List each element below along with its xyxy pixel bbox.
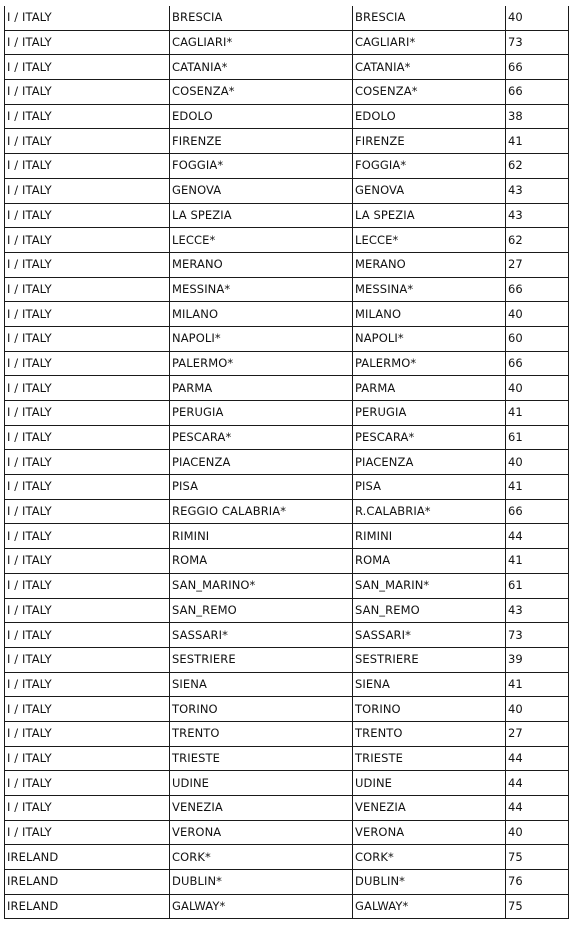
table-row (5, 697, 569, 722)
table-row (5, 401, 569, 426)
city-name-cell: SAN_REMO (170, 598, 353, 623)
city-code-cell: PISA (353, 475, 506, 500)
city-name-cell: LECCE* (170, 228, 353, 253)
city-name-cell: VERONA (170, 820, 353, 845)
table-row (5, 598, 569, 623)
country-cell: IRELAND (5, 870, 170, 895)
city-code-cell: SASSARI* (353, 623, 506, 648)
value-cell: 43 (506, 598, 569, 623)
country-cell: IRELAND (5, 894, 170, 919)
city-code-cell: PERUGIA (353, 401, 506, 426)
value-cell: 38 (506, 104, 569, 129)
city-name-cell: TRIESTE (170, 746, 353, 771)
city-name-cell: NAPOLI* (170, 326, 353, 351)
table-row (5, 203, 569, 228)
city-code-cell: GALWAY* (353, 894, 506, 919)
table-row (5, 425, 569, 450)
city-code-cell: SAN_MARIN* (353, 573, 506, 598)
city-code-cell: CORK* (353, 845, 506, 870)
table-row (5, 277, 569, 302)
city-name-cell: MERANO (170, 252, 353, 277)
value-cell: 39 (506, 647, 569, 672)
country-cell: I / ITALY (5, 376, 170, 401)
value-cell: 40 (506, 450, 569, 475)
city-code-cell: NAPOLI* (353, 326, 506, 351)
value-cell: 44 (506, 796, 569, 821)
value-cell: 27 (506, 252, 569, 277)
table-row (5, 870, 569, 895)
country-cell: I / ITALY (5, 178, 170, 203)
value-cell: 41 (506, 672, 569, 697)
country-cell: I / ITALY (5, 697, 170, 722)
country-cell: I / ITALY (5, 647, 170, 672)
city-code-cell: BRESCIA (353, 6, 506, 30)
table-row (5, 647, 569, 672)
country-cell: I / ITALY (5, 573, 170, 598)
value-cell: 41 (506, 129, 569, 154)
city-code-cell: MILANO (353, 302, 506, 327)
country-cell: I / ITALY (5, 30, 170, 55)
table-row (5, 549, 569, 574)
country-cell: I / ITALY (5, 326, 170, 351)
country-cell: I / ITALY (5, 351, 170, 376)
value-cell: 61 (506, 573, 569, 598)
city-name-cell: TRENTO (170, 721, 353, 746)
value-cell: 40 (506, 820, 569, 845)
city-table-body (5, 6, 569, 919)
country-cell: I / ITALY (5, 623, 170, 648)
value-cell: 62 (506, 228, 569, 253)
city-name-cell: EDOLO (170, 104, 353, 129)
city-code-cell: PARMA (353, 376, 506, 401)
city-name-cell: PESCARA* (170, 425, 353, 450)
city-name-cell: COSENZA* (170, 80, 353, 105)
table-row (5, 672, 569, 697)
city-name-cell: ROMA (170, 549, 353, 574)
city-name-cell: SESTRIERE (170, 647, 353, 672)
country-cell: I / ITALY (5, 672, 170, 697)
country-cell: IRELAND (5, 845, 170, 870)
value-cell: 75 (506, 845, 569, 870)
country-cell: I / ITALY (5, 450, 170, 475)
city-code-cell: COSENZA* (353, 80, 506, 105)
value-cell: 27 (506, 721, 569, 746)
country-cell: I / ITALY (5, 524, 170, 549)
city-name-cell: PISA (170, 475, 353, 500)
city-code-cell: TORINO (353, 697, 506, 722)
value-cell: 40 (506, 376, 569, 401)
table-row (5, 499, 569, 524)
city-name-cell: SASSARI* (170, 623, 353, 648)
city-name-cell: PERUGIA (170, 401, 353, 426)
table-row (5, 820, 569, 845)
city-name-cell: LA SPEZIA (170, 203, 353, 228)
city-code-cell: R.CALABRIA* (353, 499, 506, 524)
table-row (5, 623, 569, 648)
table-row (5, 129, 569, 154)
table-row (5, 6, 569, 30)
city-name-cell: GENOVA (170, 178, 353, 203)
country-cell: I / ITALY (5, 104, 170, 129)
city-code-cell: SESTRIERE (353, 647, 506, 672)
city-code-cell: CATANIA* (353, 55, 506, 80)
city-code-cell: ROMA (353, 549, 506, 574)
country-cell: I / ITALY (5, 252, 170, 277)
value-cell: 66 (506, 499, 569, 524)
city-code-cell: MERANO (353, 252, 506, 277)
city-code-cell: GENOVA (353, 178, 506, 203)
table-row (5, 894, 569, 919)
country-cell: I / ITALY (5, 277, 170, 302)
country-cell: I / ITALY (5, 475, 170, 500)
country-cell: I / ITALY (5, 228, 170, 253)
city-code-cell: RIMINI (353, 524, 506, 549)
city-code-cell: SIENA (353, 672, 506, 697)
value-cell: 66 (506, 55, 569, 80)
country-cell: I / ITALY (5, 549, 170, 574)
country-cell: I / ITALY (5, 401, 170, 426)
value-cell: 76 (506, 870, 569, 895)
country-cell: I / ITALY (5, 302, 170, 327)
city-name-cell: BRESCIA (170, 6, 353, 30)
value-cell: 66 (506, 277, 569, 302)
country-cell: I / ITALY (5, 55, 170, 80)
table-row (5, 746, 569, 771)
city-name-cell: MILANO (170, 302, 353, 327)
city-code-cell: TRIESTE (353, 746, 506, 771)
city-code-cell: FIRENZE (353, 129, 506, 154)
country-cell: I / ITALY (5, 154, 170, 179)
city-name-cell: DUBLIN* (170, 870, 353, 895)
value-cell: 41 (506, 475, 569, 500)
country-cell: I / ITALY (5, 425, 170, 450)
country-cell: I / ITALY (5, 721, 170, 746)
table-row (5, 845, 569, 870)
table-row (5, 524, 569, 549)
value-cell: 73 (506, 30, 569, 55)
table-row (5, 796, 569, 821)
table-row (5, 104, 569, 129)
country-cell: I / ITALY (5, 6, 170, 30)
country-cell: I / ITALY (5, 746, 170, 771)
value-cell: 61 (506, 425, 569, 450)
country-cell: I / ITALY (5, 203, 170, 228)
city-code-cell: VENEZIA (353, 796, 506, 821)
city-name-cell: VENEZIA (170, 796, 353, 821)
table-row (5, 178, 569, 203)
city-name-cell: SAN_MARINO* (170, 573, 353, 598)
city-name-cell: UDINE (170, 771, 353, 796)
value-cell: 73 (506, 623, 569, 648)
country-cell: I / ITALY (5, 129, 170, 154)
country-cell: I / ITALY (5, 80, 170, 105)
city-table (4, 6, 569, 919)
value-cell: 43 (506, 178, 569, 203)
country-cell: I / ITALY (5, 771, 170, 796)
table-row (5, 376, 569, 401)
table-row (5, 573, 569, 598)
table-row (5, 302, 569, 327)
city-name-cell: FOGGIA* (170, 154, 353, 179)
value-cell: 44 (506, 524, 569, 549)
city-name-cell: PIACENZA (170, 450, 353, 475)
city-code-cell: PALERMO* (353, 351, 506, 376)
city-code-cell: UDINE (353, 771, 506, 796)
value-cell: 60 (506, 326, 569, 351)
table-row (5, 475, 569, 500)
table-row (5, 771, 569, 796)
city-name-cell: TORINO (170, 697, 353, 722)
city-name-cell: CAGLIARI* (170, 30, 353, 55)
value-cell: 66 (506, 80, 569, 105)
table-row (5, 80, 569, 105)
table-row (5, 228, 569, 253)
table-row (5, 326, 569, 351)
value-cell: 40 (506, 6, 569, 30)
country-cell: I / ITALY (5, 796, 170, 821)
table-row (5, 55, 569, 80)
table-row (5, 30, 569, 55)
city-name-cell: PARMA (170, 376, 353, 401)
value-cell: 40 (506, 697, 569, 722)
value-cell: 43 (506, 203, 569, 228)
city-code-cell: VERONA (353, 820, 506, 845)
city-code-cell: CAGLIARI* (353, 30, 506, 55)
table-row (5, 450, 569, 475)
city-name-cell: FIRENZE (170, 129, 353, 154)
table-row (5, 252, 569, 277)
city-code-cell: LECCE* (353, 228, 506, 253)
city-name-cell: CATANIA* (170, 55, 353, 80)
country-cell: I / ITALY (5, 820, 170, 845)
table-row (5, 351, 569, 376)
value-cell: 44 (506, 746, 569, 771)
city-code-cell: PIACENZA (353, 450, 506, 475)
country-cell: I / ITALY (5, 499, 170, 524)
city-code-cell: DUBLIN* (353, 870, 506, 895)
city-name-cell: CORK* (170, 845, 353, 870)
city-name-cell: SIENA (170, 672, 353, 697)
city-code-cell: TRENTO (353, 721, 506, 746)
value-cell: 40 (506, 302, 569, 327)
city-name-cell: GALWAY* (170, 894, 353, 919)
city-name-cell: REGGIO CALABRIA* (170, 499, 353, 524)
country-cell: I / ITALY (5, 598, 170, 623)
city-code-cell: SAN_REMO (353, 598, 506, 623)
city-name-cell: RIMINI (170, 524, 353, 549)
value-cell: 41 (506, 401, 569, 426)
table-row (5, 721, 569, 746)
value-cell: 66 (506, 351, 569, 376)
city-code-cell: FOGGIA* (353, 154, 506, 179)
value-cell: 41 (506, 549, 569, 574)
city-code-cell: EDOLO (353, 104, 506, 129)
value-cell: 62 (506, 154, 569, 179)
city-code-cell: MESSINA* (353, 277, 506, 302)
city-code-cell: PESCARA* (353, 425, 506, 450)
city-name-cell: MESSINA* (170, 277, 353, 302)
value-cell: 75 (506, 894, 569, 919)
city-code-cell: LA SPEZIA (353, 203, 506, 228)
city-name-cell: PALERMO* (170, 351, 353, 376)
value-cell: 44 (506, 771, 569, 796)
table-row (5, 154, 569, 179)
